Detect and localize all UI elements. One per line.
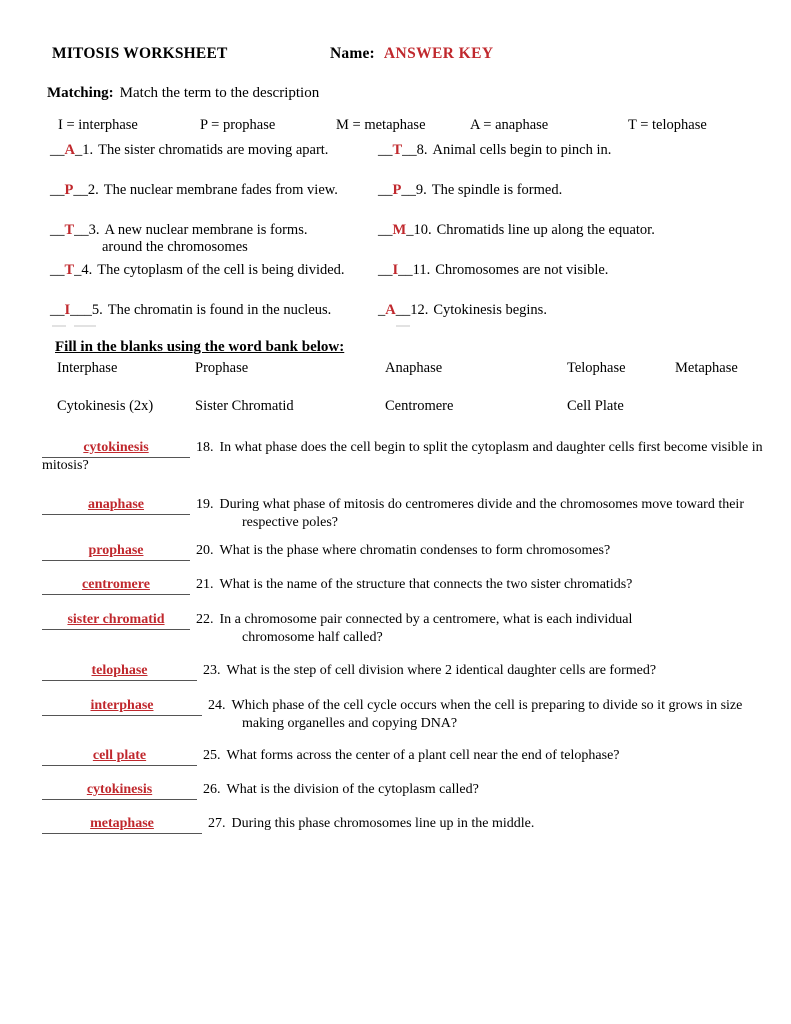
matching-answer-letter: T bbox=[64, 262, 75, 278]
legend-entry: T = telophase bbox=[628, 117, 707, 133]
question-answer: centromere bbox=[82, 577, 150, 592]
scan-artifact bbox=[74, 325, 96, 327]
item-description-continued: around the chromosomes bbox=[102, 239, 248, 255]
matching-item bbox=[378, 182, 562, 199]
matching-item bbox=[378, 142, 611, 159]
fill-in-heading: Fill in the blanks using the word bank below: bbox=[55, 339, 345, 355]
answer-blank[interactable] bbox=[42, 782, 197, 800]
question-text-continued: making organelles and copying DNA? bbox=[242, 716, 458, 731]
answer-blank-leading[interactable]: __ bbox=[378, 182, 393, 198]
legend-entry: M = metaphase bbox=[336, 117, 426, 133]
answer-blank-leading[interactable]: __ bbox=[50, 302, 65, 318]
item-description: The sister chromatids are moving apart. bbox=[98, 142, 329, 158]
question-text-continued: respective poles? bbox=[242, 515, 339, 530]
item-description: Cytokinesis begins. bbox=[433, 302, 547, 318]
answer-blank-trailing[interactable]: _ bbox=[74, 262, 82, 278]
answer-blank-leading[interactable]: __ bbox=[50, 182, 65, 198]
answer-blank-trailing[interactable]: ___ bbox=[70, 302, 92, 318]
matching-answer-letter: P bbox=[64, 182, 74, 198]
matching-item bbox=[378, 262, 608, 279]
answer-blank-trailing[interactable]: __ bbox=[398, 262, 413, 278]
answer-blank[interactable] bbox=[42, 543, 190, 561]
answer-blank[interactable] bbox=[42, 698, 202, 716]
question-line bbox=[42, 577, 782, 595]
question-answer: metaphase bbox=[90, 816, 154, 831]
question-text: What is the division of the cytoplasm called? bbox=[226, 782, 479, 797]
matching-answer-letter: T bbox=[64, 222, 75, 238]
question-text: In what phase does the cell begin to split the cytoplasm and daughter cells first become visible in bbox=[219, 440, 763, 455]
question-line bbox=[42, 816, 782, 834]
name-label: Name: bbox=[330, 45, 375, 62]
scan-artifact bbox=[396, 325, 410, 327]
fill-in-question bbox=[42, 497, 782, 531]
question-number: 20. bbox=[196, 543, 214, 558]
legend-entry: A = anaphase bbox=[470, 117, 549, 133]
fill-in-question bbox=[42, 782, 782, 800]
answer-blank[interactable] bbox=[42, 663, 197, 681]
fill-in-question bbox=[42, 440, 782, 474]
question-text: What is the name of the structure that connects the two sister chromatids? bbox=[219, 577, 633, 592]
answer-blank-trailing[interactable]: _ bbox=[406, 222, 414, 238]
question-line bbox=[42, 440, 782, 458]
answer-blank-leading[interactable]: __ bbox=[378, 142, 393, 158]
question-answer: sister chromatid bbox=[67, 612, 165, 627]
question-line bbox=[42, 497, 782, 515]
word-bank-term: Cytokinesis (2x) bbox=[57, 398, 154, 414]
question-answer: anaphase bbox=[87, 497, 145, 512]
matching-item bbox=[50, 142, 328, 159]
answer-blank-trailing[interactable]: __ bbox=[401, 182, 416, 198]
matching-item bbox=[50, 222, 308, 255]
question-text: In a chromosome pair connected by a centromere, what is each individual bbox=[219, 612, 633, 627]
item-description: The nuclear membrane fades from view. bbox=[103, 182, 338, 198]
fill-in-question bbox=[42, 577, 782, 595]
answer-blank[interactable] bbox=[42, 577, 190, 595]
question-number: 23. bbox=[203, 663, 221, 678]
question-number: 26. bbox=[203, 782, 221, 797]
document-header bbox=[52, 45, 752, 63]
answer-blank-leading[interactable]: __ bbox=[50, 222, 65, 238]
word-bank-term: Interphase bbox=[57, 360, 118, 376]
item-number: 8. bbox=[416, 142, 428, 158]
answer-blank-leading[interactable]: __ bbox=[378, 262, 393, 278]
question-number: 22. bbox=[196, 612, 214, 627]
question-text: During this phase chromosomes line up in the middle. bbox=[231, 816, 535, 831]
fill-in-question bbox=[42, 698, 782, 732]
item-description: The chromatin is found in the nucleus. bbox=[107, 302, 332, 318]
word-bank-term: Prophase bbox=[195, 360, 249, 376]
matching-item bbox=[50, 262, 345, 279]
item-number: 4. bbox=[81, 262, 93, 278]
answer-blank-trailing[interactable]: __ bbox=[73, 182, 88, 198]
matching-answer-letter: T bbox=[392, 142, 403, 158]
answer-blank-trailing[interactable]: __ bbox=[395, 302, 411, 318]
fill-in-question bbox=[42, 663, 782, 681]
question-line bbox=[42, 698, 782, 716]
matching-instruction: Match the term to the description bbox=[119, 85, 320, 101]
question-answer: prophase bbox=[88, 543, 144, 558]
item-description: Animal cells begin to pinch in. bbox=[432, 142, 612, 158]
answer-blank-trailing[interactable]: _ bbox=[74, 142, 83, 158]
question-text: What forms across the center of a plant cell near the end of telophase? bbox=[226, 748, 620, 763]
answer-blank[interactable] bbox=[42, 748, 197, 766]
answer-blank[interactable] bbox=[42, 816, 202, 834]
matching-item bbox=[378, 222, 655, 239]
page-title: MITOSIS WORKSHEET bbox=[52, 45, 228, 62]
word-bank-term: Sister Chromatid bbox=[195, 398, 294, 414]
question-text: Which phase of the cell cycle occurs when the cell is preparing to divide so it grows in size bbox=[231, 698, 743, 713]
question-text: What is the step of cell division where 2 identical daughter cells are formed? bbox=[226, 663, 657, 678]
word-bank-term: Telophase bbox=[567, 360, 626, 376]
question-text-continued: chromosome half called? bbox=[242, 630, 383, 645]
question-line bbox=[42, 663, 782, 681]
question-answer: cell plate bbox=[92, 748, 147, 763]
name-field-group bbox=[330, 45, 493, 63]
matching-label: Matching: bbox=[47, 85, 114, 101]
matching-answer-letter: I bbox=[64, 302, 71, 318]
fill-in-question bbox=[42, 748, 782, 766]
fill-in-question bbox=[42, 543, 782, 561]
question-number: 21. bbox=[196, 577, 214, 592]
question-line bbox=[42, 748, 782, 766]
item-number: 5. bbox=[91, 302, 103, 318]
matching-section-header bbox=[47, 85, 319, 102]
word-bank-term: Centromere bbox=[385, 398, 454, 414]
question-answer: cytokinesis bbox=[86, 782, 153, 797]
legend-entry: I = interphase bbox=[58, 117, 138, 133]
answer-blank-leading[interactable]: _ bbox=[378, 302, 386, 318]
question-number: 27. bbox=[208, 816, 226, 831]
question-text-continued: mitosis? bbox=[42, 458, 89, 473]
item-description: Chromosomes are not visible. bbox=[435, 262, 609, 278]
fill-in-question bbox=[42, 816, 782, 834]
answer-blank[interactable] bbox=[42, 440, 190, 458]
name-value: ANSWER KEY bbox=[383, 45, 494, 62]
matching-answer-letter: P bbox=[392, 182, 402, 198]
item-number: 11. bbox=[412, 262, 431, 278]
item-description: A new nuclear membrane is forms. bbox=[104, 222, 308, 238]
answer-blank-trailing[interactable]: __ bbox=[74, 222, 89, 238]
question-text: During what phase of mitosis do centromeres divide and the chromosomes move toward their bbox=[219, 497, 744, 512]
answer-blank-leading[interactable]: __ bbox=[50, 142, 65, 158]
matching-answer-letter: A bbox=[64, 142, 75, 158]
word-bank-term: Metaphase bbox=[675, 360, 738, 376]
item-number: 12. bbox=[410, 302, 429, 318]
question-line bbox=[42, 782, 782, 800]
answer-blank[interactable] bbox=[42, 497, 190, 515]
item-number: 3. bbox=[88, 222, 100, 238]
question-number: 24. bbox=[208, 698, 226, 713]
item-number: 2. bbox=[87, 182, 99, 198]
item-number: 1. bbox=[82, 142, 94, 158]
matching-item bbox=[50, 302, 331, 319]
word-bank-term: Anaphase bbox=[385, 360, 443, 376]
answer-blank-leading[interactable]: __ bbox=[378, 222, 393, 238]
item-description: The cytoplasm of the cell is being divided. bbox=[97, 262, 345, 278]
legend-entry: P = prophase bbox=[200, 117, 276, 133]
answer-blank-trailing[interactable]: __ bbox=[402, 142, 417, 158]
question-number: 25. bbox=[203, 748, 221, 763]
question-answer: telophase bbox=[91, 663, 148, 678]
question-line bbox=[42, 612, 782, 630]
fill-in-question bbox=[42, 612, 782, 646]
word-bank-term: Cell Plate bbox=[567, 398, 624, 414]
matching-item bbox=[50, 182, 338, 199]
item-description: Chromatids line up along the equator. bbox=[436, 222, 655, 238]
question-answer: interphase bbox=[90, 698, 154, 713]
question-text: What is the phase where chromatin condenses to form chromosomes? bbox=[219, 543, 611, 558]
question-number: 18. bbox=[196, 440, 214, 455]
answer-blank[interactable] bbox=[42, 612, 190, 630]
matching-answer-letter: M bbox=[392, 222, 407, 238]
item-number: 10. bbox=[413, 222, 432, 238]
question-answer: cytokinesis bbox=[83, 440, 149, 455]
item-number: 9. bbox=[415, 182, 427, 198]
matching-item bbox=[378, 302, 547, 319]
question-number: 19. bbox=[196, 497, 214, 512]
matching-answer-letter: A bbox=[385, 302, 396, 318]
answer-blank-leading[interactable]: __ bbox=[50, 262, 65, 278]
matching-answer-letter: I bbox=[392, 262, 399, 278]
scan-artifact bbox=[52, 325, 66, 327]
question-line bbox=[42, 543, 782, 561]
item-description: The spindle is formed. bbox=[431, 182, 563, 198]
